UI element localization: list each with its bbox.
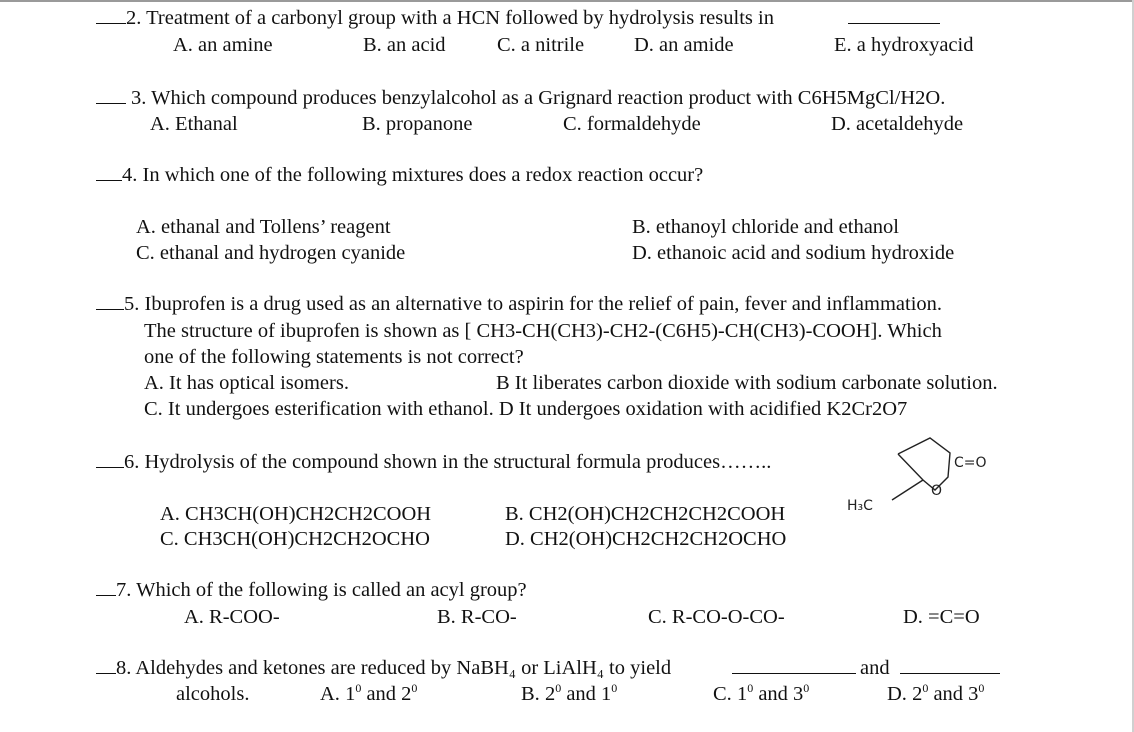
answer-blank-q2[interactable] (96, 8, 126, 29)
q6-stem: 6. Hydrolysis of the compound shown in the structural formula produces…….. (124, 451, 772, 473)
q4-option-a[interactable]: A. ethanal and Tollens’ reagent (136, 216, 391, 238)
q8-option-b-second: 1 (601, 683, 612, 705)
methyl-bond (892, 480, 923, 500)
q8-stem: 8. Aldehydes and ketones are reduced by NaBH₄ or LiAlH₄ to yield (116, 657, 672, 679)
q7-option-d[interactable]: D. =C=O (903, 606, 980, 628)
q2-option-b[interactable]: B. an acid (363, 34, 446, 56)
carbonyl-label: C=O (954, 455, 987, 471)
q2-option-d[interactable]: D. an amide (634, 34, 734, 56)
q5-option-b[interactable]: B It liberates carbon dioxide with sodium carbonate solution. (496, 372, 998, 394)
q8-fill-blank-1 (732, 658, 856, 679)
degree-mark: 0 (555, 681, 562, 695)
q3-stem: 3. Which compound produces benzylalcohol as a Grignard reaction product with C6H5MgCl/H2O. (131, 87, 946, 109)
q6-option-b[interactable]: B. CH2(OH)CH2CH2CH2COOH (505, 503, 786, 525)
q3-option-b[interactable]: B. propanone (362, 113, 473, 135)
q6-option-a[interactable]: A. CH3CH(OH)CH2CH2COOH (160, 503, 432, 525)
lactone-structure (840, 428, 1040, 524)
degree-mark: 0 (803, 681, 810, 695)
q7-option-b[interactable]: B. R-CO- (437, 606, 517, 628)
q5-stem-line-3: one of the following statements is not correct? (144, 346, 524, 368)
q8-option-d[interactable] (887, 681, 985, 705)
q4-option-b[interactable]: B. ethanoyl chloride and ethanol (632, 216, 899, 238)
answer-blank-q7[interactable] (96, 580, 116, 601)
q3-option-c[interactable]: C. formaldehyde (563, 113, 701, 135)
q2-option-c[interactable]: C. a nitrile (497, 34, 585, 56)
q2-stem: 2. Treatment of a carbonyl group with a HCN followed by hydrolysis results in (126, 7, 774, 29)
methyl-label: H₃C (847, 498, 873, 514)
q8-line2-start: alcohols. (176, 683, 250, 705)
q8-option-d-second: 3 (968, 683, 979, 705)
ring-oxygen-label: O (931, 483, 943, 499)
q8-option-c-second: 3 (793, 683, 804, 705)
q8-option-b-connector: and (566, 683, 596, 705)
q5-option-c-d[interactable]: C. It undergoes esterification with ethanol. D It undergoes oxidation with acidified K2Cr2O7 (144, 398, 908, 420)
q6-option-c[interactable]: C. CH3CH(OH)CH2CH2OCHO (160, 528, 430, 550)
answer-blank-q5[interactable] (96, 294, 124, 315)
q8-and-word: and (860, 657, 890, 679)
q8-option-a-letter: A. (320, 683, 340, 705)
q8-option-a-connector: and (366, 683, 397, 705)
q6-option-d[interactable]: D. CH2(OH)CH2CH2CH2OCHO (505, 528, 787, 550)
q8-option-d-first: 2 (912, 683, 923, 705)
q8-option-c-connector: and (758, 683, 788, 705)
degree-mark: 0 (922, 681, 929, 695)
q8-option-b[interactable] (521, 681, 618, 705)
q2-option-a[interactable]: A. an amine (173, 34, 273, 56)
q3-option-a[interactable]: A. Ethanal (150, 113, 238, 135)
q8-fill-blank-2 (900, 658, 1000, 679)
degree-mark: 0 (355, 681, 362, 695)
q5-stem-line-1: 5. Ibuprofen is a drug used as an alternative to aspirin for the relief of pain, fever and inflammation. (124, 293, 943, 315)
q8-option-b-first: 2 (544, 683, 556, 705)
degree-mark: 0 (978, 681, 985, 695)
degree-mark: 0 (747, 681, 754, 695)
ring-bonds (898, 438, 950, 490)
q8-option-a-second: 2 (401, 683, 412, 705)
q7-stem: 7. Which of the following is called an acyl group? (116, 579, 527, 601)
q2-fill-blank (848, 8, 940, 29)
top-border (0, 0, 1134, 2)
degree-mark: 0 (411, 681, 418, 695)
degree-mark: 0 (611, 681, 618, 695)
q8-option-a[interactable] (320, 681, 418, 705)
q3-option-d[interactable]: D. acetaldehyde (831, 113, 964, 135)
answer-blank-q6[interactable] (96, 452, 124, 473)
q5-stem-line-2: The structure of ibuprofen is shown as [ CH3-CH(CH3)-CH2-(C6H5)-CH(CH3)-COOH]. Which (144, 320, 942, 342)
q8-option-b-letter: B. (521, 683, 540, 705)
q2-option-e[interactable]: E. a hydroxyacid (834, 34, 974, 56)
q8-option-c-letter: C. (713, 683, 732, 705)
q8-option-c-first: 1 (736, 683, 748, 705)
q8-option-d-letter: D. (887, 683, 907, 705)
answer-blank-q3[interactable] (96, 88, 126, 109)
q7-option-a[interactable]: A. R-COO- (184, 606, 280, 628)
q5-option-a[interactable]: A. It has optical isomers. (144, 372, 349, 394)
q4-option-d[interactable]: D. ethanoic acid and sodium hydroxide (632, 242, 955, 264)
q7-option-c[interactable]: C. R-CO-O-CO- (648, 606, 785, 628)
answer-blank-q4[interactable] (96, 165, 122, 186)
q4-stem: 4. In which one of the following mixtures does a redox reaction occur? (122, 164, 704, 186)
q4-option-c[interactable]: C. ethanal and hydrogen cyanide (136, 242, 406, 264)
q8-option-a-first: 1 (345, 683, 356, 705)
answer-blank-q8[interactable] (96, 658, 116, 679)
q8-option-c[interactable] (713, 681, 810, 705)
q8-option-d-connector: and (933, 683, 964, 705)
